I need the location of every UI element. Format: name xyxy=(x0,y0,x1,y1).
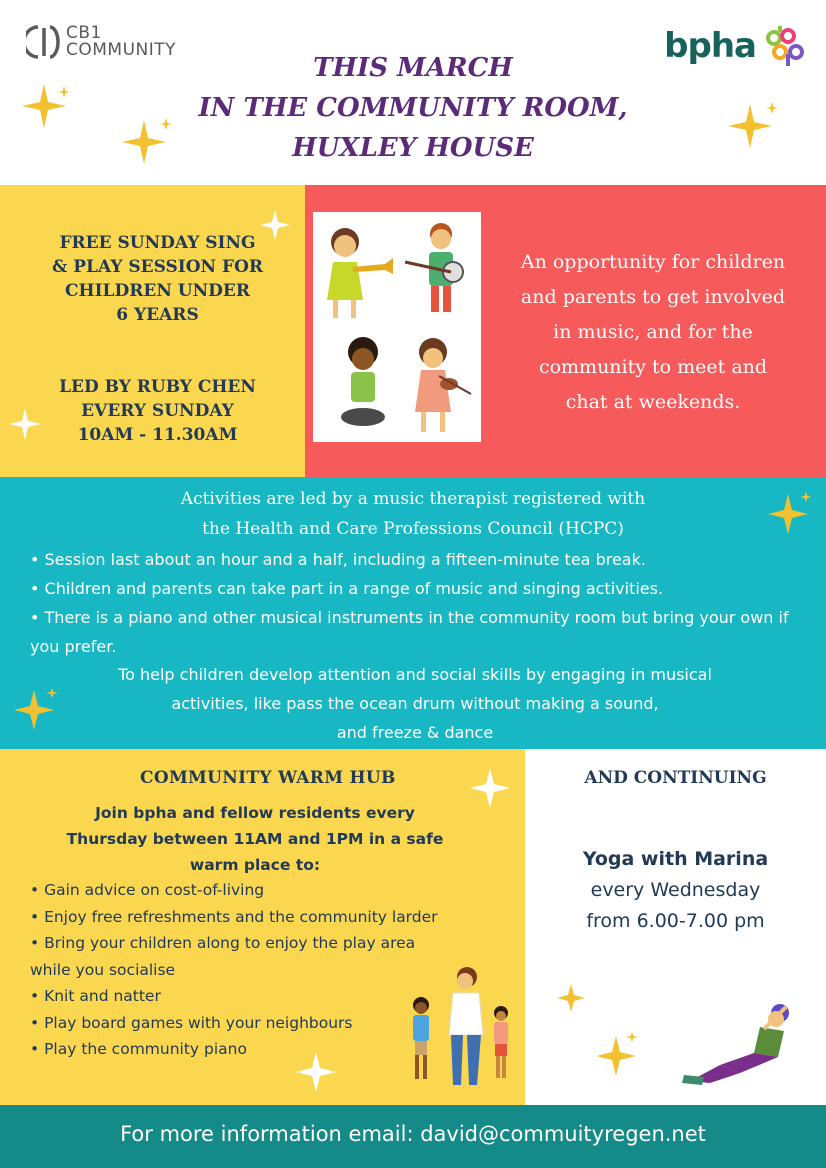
sparkle-icon xyxy=(22,82,72,132)
contact-email-text: For more information email: david@commuityregen.net xyxy=(120,1122,706,1146)
sparkle-icon xyxy=(598,1030,640,1076)
opportunity-line: in music, and for the xyxy=(553,321,753,343)
warm-hub-activity: • Bring your children along to enjoy the play area while you socialise xyxy=(30,934,416,979)
activity-bullet: • There is a piano and other musical instruments in the community room but bring your own if you prefer. xyxy=(30,608,789,656)
warm-hub-intro xyxy=(20,800,490,878)
cb1-logo-line-2: COMMUNITY xyxy=(66,40,177,60)
children-playing-instruments-icon xyxy=(313,212,481,442)
therapist-intro-line: Activities are led by a music therapist registered with xyxy=(180,489,646,509)
activity-goal-line: and freeze & dance xyxy=(336,723,494,742)
activity-bullet-list xyxy=(30,545,820,661)
warm-hub-activity-list xyxy=(30,877,460,1063)
opportunity-line: An opportunity for children xyxy=(520,251,786,273)
therapist-intro xyxy=(0,484,826,544)
session-title-line: CHILDREN UNDER xyxy=(65,281,250,301)
therapist-intro-line: the Health and Care Professions Council (HCPC) xyxy=(202,519,624,539)
warm-hub-title: COMMUNITY WARM HUB xyxy=(140,768,396,788)
cb1-logo-line-1: CB1 xyxy=(66,23,102,43)
session-title-line: FREE SUNDAY SING xyxy=(59,233,256,253)
session-leader-line: EVERY SUNDAY xyxy=(81,401,234,421)
activity-bullet: • Children and parents can take part in a range of music and singing activities. xyxy=(30,579,664,598)
warm-hub-activity: • Play board games with your neighbours xyxy=(30,1013,353,1032)
session-leader-line: LED BY RUBY CHEN xyxy=(59,377,256,397)
yoga-person-icon xyxy=(680,995,805,1090)
opportunity-line: community to meet and xyxy=(538,356,768,378)
kids-illustration-icon xyxy=(313,212,481,442)
warm-hub-activity: • Knit and natter xyxy=(30,987,161,1005)
bpha-logo-text: bpha xyxy=(664,26,756,66)
sparkle-icon xyxy=(470,766,514,810)
sparkle-icon xyxy=(8,406,46,444)
sparkle-icon xyxy=(258,208,292,242)
session-title xyxy=(20,231,295,327)
warm-hub-intro-line: Join bpha and fellow residents every xyxy=(95,804,415,822)
warm-hub-activity: • Gain advice on cost-of-living xyxy=(30,881,265,899)
session-title-line: 6 YEARS xyxy=(116,305,199,325)
opportunity-line: and parents to get involved xyxy=(520,286,786,308)
sparkle-icon xyxy=(14,686,60,732)
sparkle-icon xyxy=(728,100,780,152)
yoga-time: from 6.00-7.00 pm xyxy=(586,910,765,932)
warm-hub-intro-line: Thursday between 11AM and 1PM in a safe xyxy=(66,830,444,848)
session-leader-info xyxy=(20,375,295,447)
sparkle-icon xyxy=(556,982,590,1016)
sparkle-icon xyxy=(296,1050,338,1092)
opportunity-line: chat at weekends. xyxy=(565,391,741,413)
event-title-line: THIS MARCH xyxy=(313,53,513,83)
session-title-line: & PLAY SESSION FOR xyxy=(51,257,264,277)
activity-bullet: • Session last about an hour and a half, including a fifteen-minute tea break. xyxy=(30,550,646,569)
warm-hub-intro-line: warm place to: xyxy=(189,856,321,874)
warm-hub-activity: • Enjoy free refreshments and the community larder xyxy=(30,907,438,926)
sparkle-icon xyxy=(122,116,174,168)
family-illustration-icon xyxy=(405,965,520,1095)
yoga-session-info xyxy=(525,844,826,937)
activity-goal-text xyxy=(30,660,800,747)
activity-goal-line: activities, like pass the ocean drum without making a sound, xyxy=(171,694,659,713)
session-leader-line: 10AM - 11.30AM xyxy=(77,425,238,445)
event-title-line: HUXLEY HOUSE xyxy=(292,133,534,163)
yoga-day: every Wednesday xyxy=(590,879,761,901)
opportunity-text xyxy=(492,245,814,420)
warm-hub-activity: • Play the community piano xyxy=(30,1040,247,1058)
activity-goal-line: To help children develop attention and social skills by engaging in musical xyxy=(118,665,712,684)
yoga-title: Yoga with Marina xyxy=(582,848,769,870)
continuing-title: AND CONTINUING xyxy=(584,768,767,788)
sparkle-icon xyxy=(768,490,814,536)
event-title-line: IN THE COMMUNITY ROOM, xyxy=(198,93,628,123)
